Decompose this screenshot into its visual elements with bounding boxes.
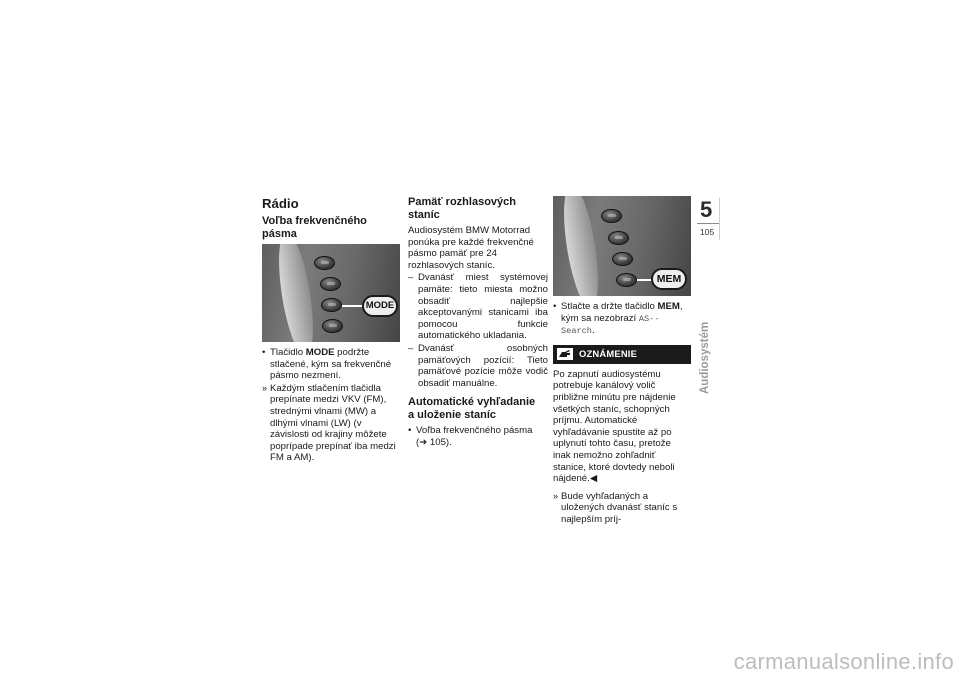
page-reference-link[interactable]: (➔ 105). xyxy=(416,436,452,448)
heading-line: staníc xyxy=(408,208,440,221)
side-chapter-title: Audiosystém xyxy=(699,321,711,394)
column-station-memory xyxy=(408,196,548,450)
subheading-line: Voľba frekvenčného xyxy=(262,215,367,227)
heading-line: a uloženie staníc xyxy=(408,408,497,421)
housing-edge xyxy=(557,196,604,296)
button-knob xyxy=(314,256,335,270)
memory-system-slots: – Dvanásť miest systémovej pamäte: tieto miesta možno obsadiť najlepšie akceptovanými stanicami iba pomocou funkcie automatického ukladania. xyxy=(408,272,548,342)
watermark: carmanualsonline.info xyxy=(733,649,954,674)
mode-callout-label: MODE xyxy=(362,295,398,317)
mode-button-name: MODE xyxy=(305,347,335,358)
chapter-number: 5 xyxy=(700,197,713,222)
result-auto-store: » Bude vyhľadaných a uložených dvanásť staníc s najlepším príj- xyxy=(553,491,691,526)
heading-station-memory xyxy=(408,196,548,221)
section-title-radio: Rádio xyxy=(262,196,299,211)
heading-line: Automatické vyhľadanie xyxy=(408,396,536,409)
hand-pointer-icon xyxy=(557,348,573,360)
notice-banner xyxy=(553,345,691,364)
button-knob xyxy=(322,319,343,333)
heading-auto-search xyxy=(408,396,548,421)
memory-personal-slots: – Dvanásť osobných pamäťových pozícií: Tieto pamäťové pozície môže vodič obsadiť manuálne. xyxy=(408,343,548,389)
chapter-tab-divider xyxy=(697,223,719,224)
column-mem-button xyxy=(553,196,691,527)
end-mark-icon: ◀ xyxy=(589,473,598,485)
button-knob xyxy=(612,252,633,266)
notice-body: Po zapnutí audiosystému potrebuje kanálový volič približne minútu pre nájdenie všetkých staníc, schopných príjmu. Automatické vyhľadávanie spustite až po uplynutí tohto času, pretože inak nemožno zohľadniť stanice, ktoré dovtedy neboli nájdené.◀ xyxy=(553,368,676,485)
mem-button-photo xyxy=(553,196,691,296)
display-readout: AS--Search xyxy=(561,313,660,337)
housing-edge xyxy=(272,244,319,342)
button-knob xyxy=(608,231,629,245)
subheading-band-selection xyxy=(262,215,402,240)
instruction-press-mem: • Stlačte a držte tlačidlo MEM, kým sa nezobrazí AS--Search. xyxy=(553,301,691,338)
column-radio xyxy=(262,196,402,465)
button-knob xyxy=(601,209,622,223)
instruction-press-mode: • Tlačidlo MODE podržte stlačené, kým sa frekvenčné pásmo nezmení. xyxy=(262,347,402,382)
mode-button-photo xyxy=(262,244,400,342)
mem-button-name: MEM xyxy=(657,301,680,312)
memory-intro: Audiosystém BMW Motorrad ponúka pre každé frekvenčné pásmo pamäť pre 24 rozhlasových staníc. xyxy=(408,225,534,271)
button-knob xyxy=(321,298,342,312)
button-knob xyxy=(320,277,341,291)
mem-callout-label: MEM xyxy=(651,268,687,290)
notice-heading: OZNÁMENIE xyxy=(579,348,638,360)
callout-line xyxy=(342,305,364,307)
page-number: 105 xyxy=(700,227,715,237)
subheading-line: pásma xyxy=(262,227,297,240)
heading-line: Pamäť rozhlasových xyxy=(408,196,516,208)
result-band-switch: » Každým stlačením tlačidla prepínate medzi VKV (FM), strednými vlnami (MW) a dlhými vlnami (LW) (v závislosti od krajiny môžete poprípade prepínať iba medzi FM a AM). xyxy=(262,383,402,464)
instruction-select-band: • Voľba frekvenčného pásma (➔ 105). xyxy=(408,425,548,448)
button-knob xyxy=(616,273,637,287)
